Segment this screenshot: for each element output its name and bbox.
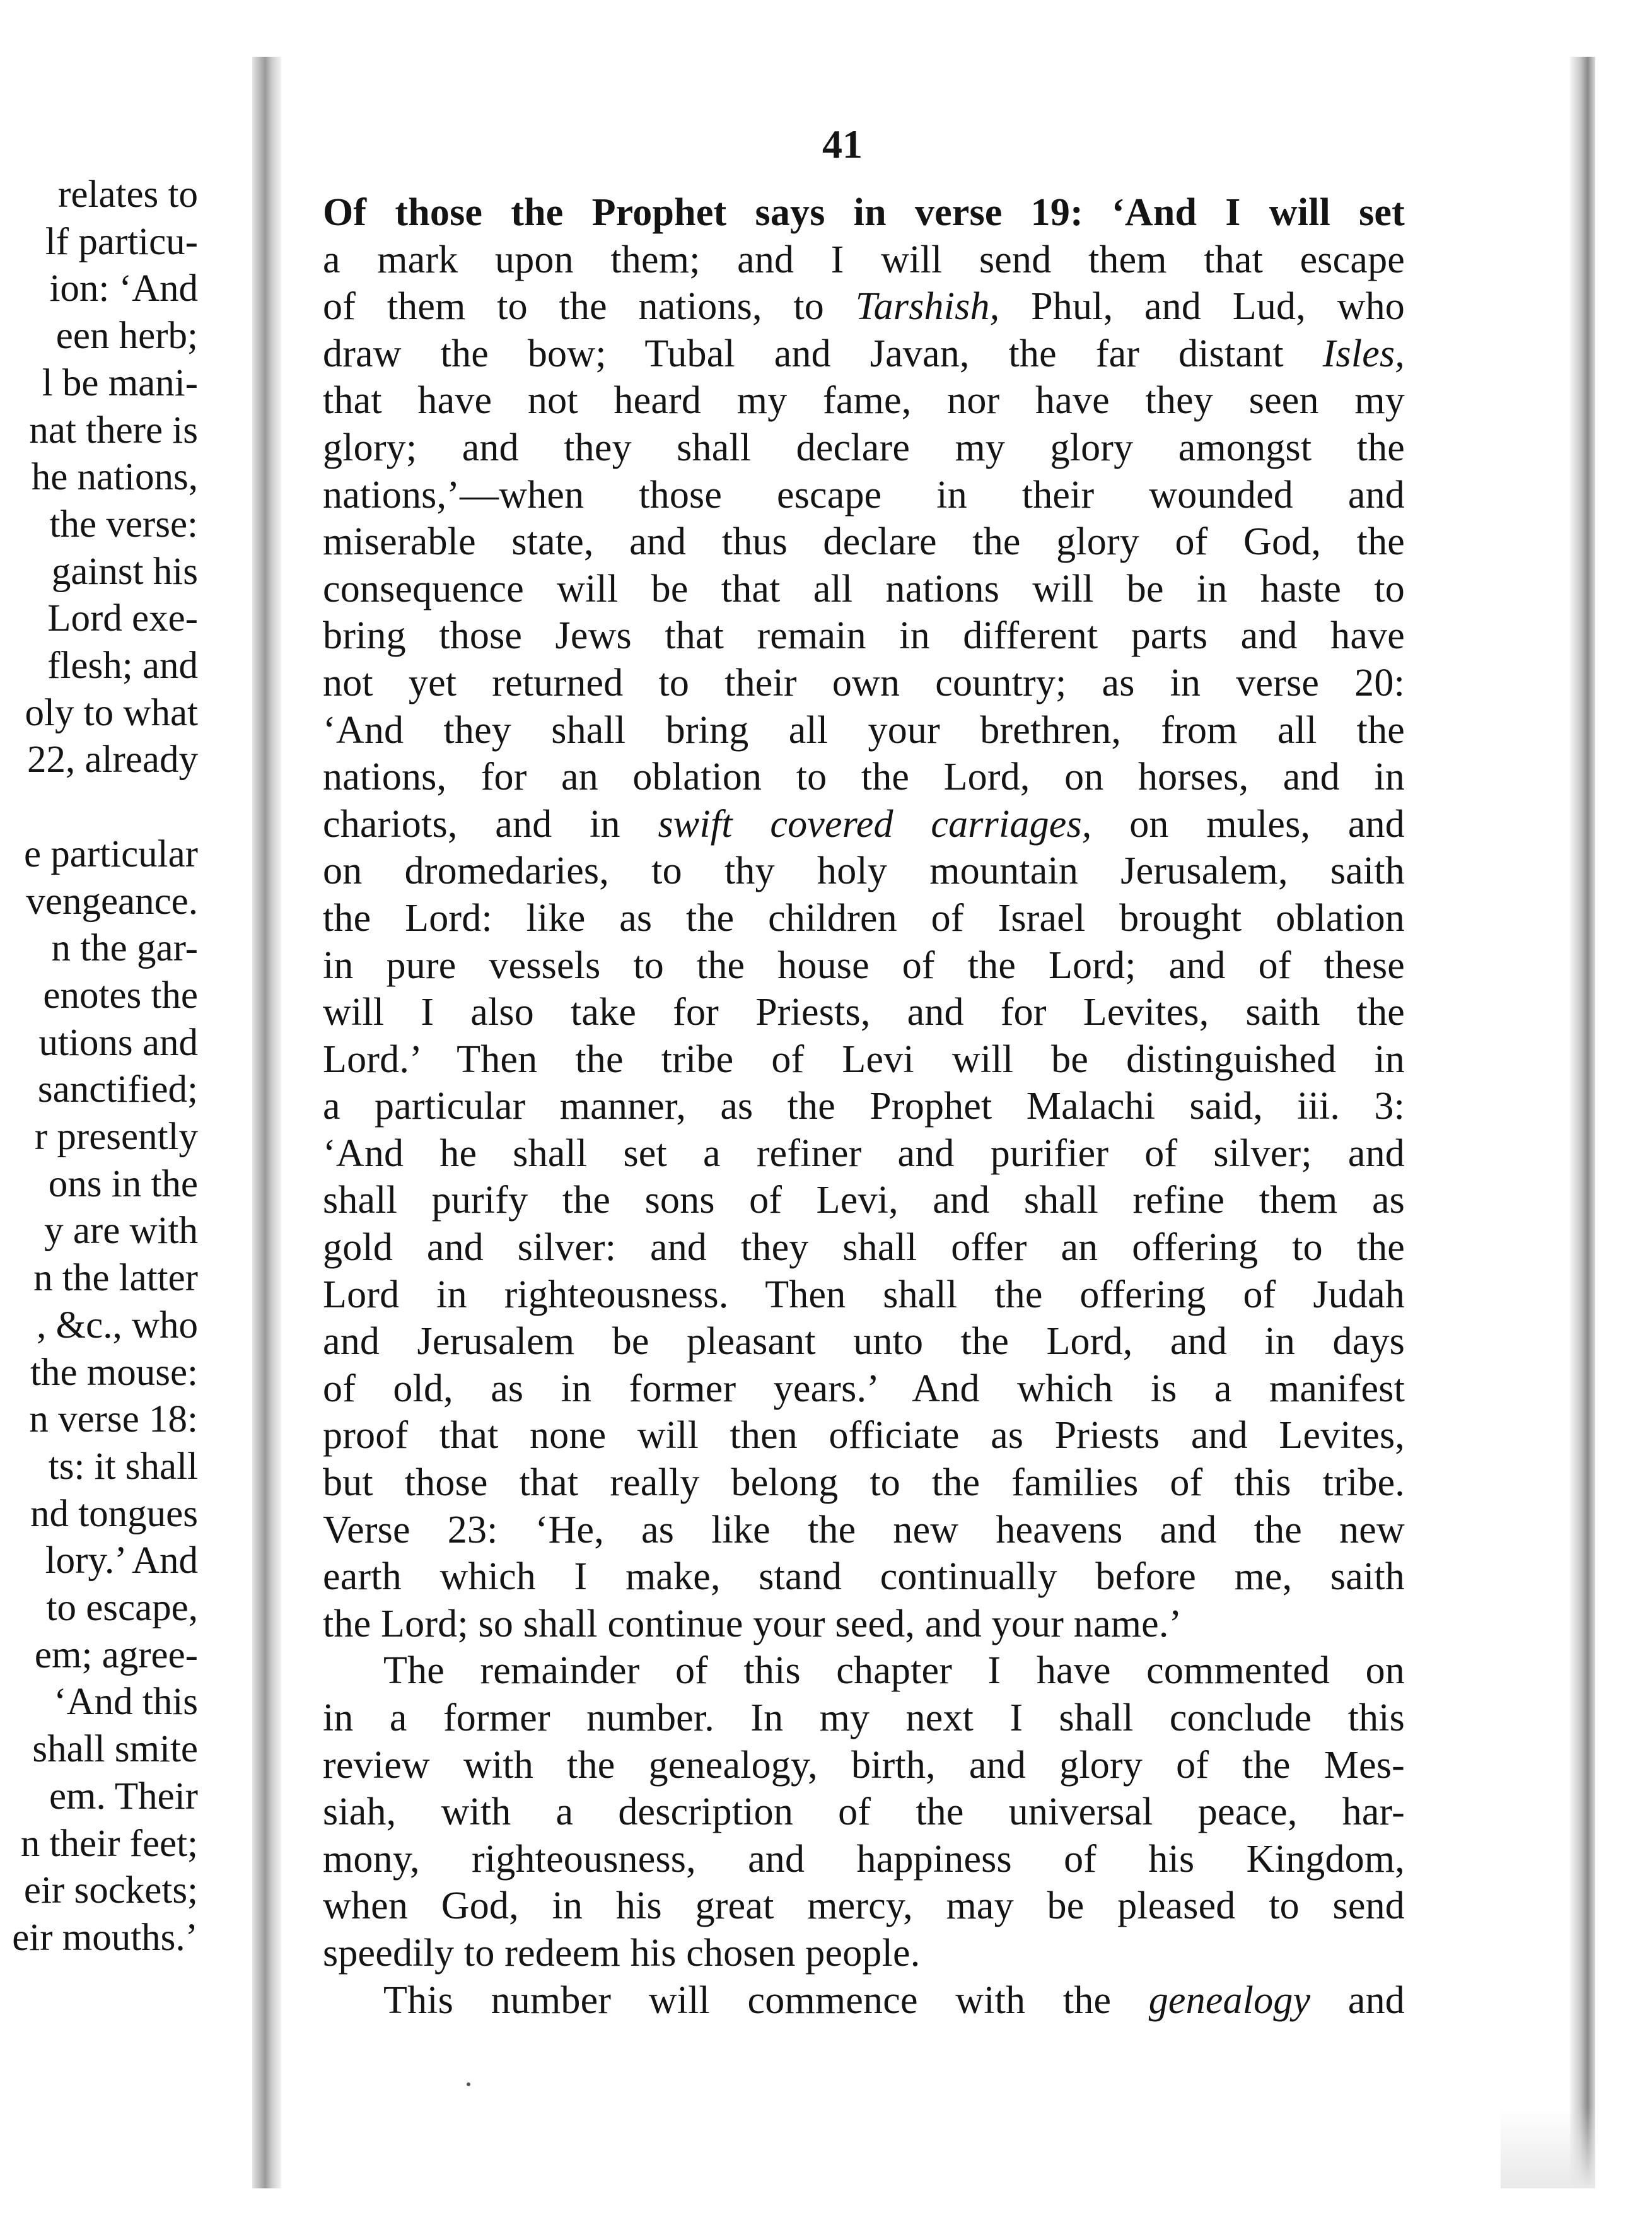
left-page-line: shall smite bbox=[32, 1728, 198, 1771]
left-page-line: n the latter bbox=[33, 1257, 198, 1300]
text-line bbox=[323, 848, 1405, 895]
left-page-line: 22, already bbox=[27, 738, 198, 781]
text-run: in pure vessels to the house of the Lord; and of these bbox=[323, 943, 1405, 987]
left-page-line: lory.’ And bbox=[45, 1539, 198, 1582]
text-line bbox=[323, 707, 1405, 754]
left-page-line: lf particu- bbox=[45, 220, 198, 263]
left-page-line: n the gar- bbox=[51, 927, 198, 970]
text-run: speedily to redeem his chosen people. bbox=[323, 1931, 921, 1975]
left-page-line: gainst his bbox=[51, 550, 198, 593]
left-page-line: , &c., who bbox=[37, 1304, 198, 1346]
text-run: Of those the Prophet says in verse 19: ‘And I will set bbox=[323, 191, 1405, 234]
left-page-line: ons in the bbox=[48, 1162, 198, 1205]
text-run: glory; and they shall declare my glory amongst the bbox=[323, 426, 1405, 469]
left-page-line: ts: it shall bbox=[48, 1445, 198, 1488]
left-page-line: sanctified; bbox=[37, 1068, 198, 1111]
left-page-line: n verse 18: bbox=[29, 1398, 198, 1441]
left-page-line: enotes the bbox=[43, 974, 198, 1017]
left-page-line: Lord exe- bbox=[47, 597, 198, 640]
text-line bbox=[323, 1553, 1405, 1601]
text-run: consequence will be that all nations will be in haste to bbox=[323, 567, 1405, 610]
text-run: a mark upon them; and I will send them that escape bbox=[323, 238, 1405, 281]
text-run: mony, righteousness, and happiness of his Kingdom, bbox=[323, 1837, 1405, 1881]
text-run: Phul, and Lud, who bbox=[999, 285, 1405, 329]
left-page-line: n their feet; bbox=[20, 1822, 198, 1865]
text-run: ‘And they shall bring all your brethren, from all the bbox=[323, 708, 1405, 752]
text-line bbox=[323, 1647, 1405, 1695]
text-line bbox=[323, 189, 1405, 236]
text-run: nations, for an oblation to the Lord, on horses, and in bbox=[323, 756, 1405, 799]
left-page-line: to escape, bbox=[46, 1587, 198, 1629]
text-line bbox=[323, 424, 1405, 472]
left-page-line: em. Their bbox=[49, 1775, 198, 1818]
left-page-line: vengeance. bbox=[26, 880, 198, 923]
italic-run: Tarshish, bbox=[855, 285, 1000, 329]
left-page-line: the verse: bbox=[49, 503, 198, 546]
text-line bbox=[323, 1083, 1405, 1130]
text-run: ‘And he shall set a refiner and purifier of silver; and bbox=[323, 1131, 1405, 1175]
left-page-line: oly to what bbox=[25, 691, 198, 734]
text-line bbox=[323, 1836, 1405, 1883]
text-line bbox=[323, 236, 1405, 284]
text-run: earth which I make, stand continually before me, saith bbox=[323, 1555, 1405, 1599]
left-page-line: the mouse: bbox=[30, 1351, 198, 1394]
text-line bbox=[323, 1224, 1405, 1271]
text-run: the Lord: like as the children of Israel brought oblation bbox=[323, 896, 1405, 940]
left-page-line: eir mouths.’ bbox=[12, 1916, 198, 1959]
text-line bbox=[323, 518, 1405, 566]
previous-page-fragment bbox=[0, 44, 252, 2182]
left-page-line: utions and bbox=[38, 1021, 198, 1064]
text-run: proof that none will then officiate as Priests and Levites, bbox=[323, 1414, 1405, 1457]
text-line bbox=[323, 989, 1405, 1036]
text-line bbox=[323, 377, 1405, 424]
text-line bbox=[323, 660, 1405, 707]
text-run: in a former number. In my next I shall conclude this bbox=[323, 1696, 1405, 1739]
left-page-line: r presently bbox=[34, 1116, 198, 1158]
text-run: draw the bow; Tubal and Javan, the far distant bbox=[323, 332, 1323, 375]
left-page-line: een herb; bbox=[55, 315, 198, 358]
text-line bbox=[323, 1177, 1405, 1224]
text-run: not yet returned to their own country; as in verse 20: bbox=[323, 661, 1405, 704]
text-run: miserable state, and thus declare the glory of God, the bbox=[323, 520, 1405, 564]
text-run: review with the genealogy, birth, and glory of the Mes- bbox=[323, 1743, 1405, 1787]
italic-run: Isles, bbox=[1322, 332, 1405, 375]
text-run: will I also take for Priests, and for Levites, saith the bbox=[323, 991, 1405, 1034]
text-run: of them to the nations, to bbox=[323, 285, 856, 329]
text-line bbox=[323, 1318, 1405, 1365]
text-run: Verse 23: ‘He, as like the new heavens and the new bbox=[323, 1508, 1405, 1551]
text-run: that have not heard my fame, nor have they seen my bbox=[323, 379, 1405, 423]
text-run: Lord in righteousness. Then shall the offering of Judah bbox=[323, 1273, 1405, 1316]
text-line bbox=[323, 283, 1405, 330]
italic-run: genealogy bbox=[1148, 1978, 1311, 2022]
text-line bbox=[323, 1977, 1405, 2024]
left-page-line: nat there is bbox=[29, 409, 198, 452]
left-page-line: l be mani- bbox=[42, 361, 198, 404]
text-run: chariots, and in bbox=[323, 802, 658, 846]
text-run: a particular manner, as the Prophet Malachi said, iii. 3: bbox=[323, 1085, 1405, 1128]
text-run: and Jerusalem be pleasant unto the Lord, and in days bbox=[323, 1320, 1405, 1363]
text-run: when God, in his great mercy, may be pleased to send bbox=[323, 1884, 1405, 1928]
text-run: on dromedaries, to thy holy mountain Jerusalem, saith bbox=[323, 849, 1405, 893]
text-run: and bbox=[1310, 1978, 1405, 2022]
left-page-line: ion: ‘And bbox=[49, 267, 198, 310]
text-line bbox=[323, 612, 1405, 660]
left-page-line: he nations, bbox=[31, 456, 198, 499]
left-page-line: ‘And this bbox=[54, 1681, 198, 1724]
page-edge bbox=[1570, 57, 1595, 2188]
text-run: This number will commence with the bbox=[383, 1978, 1149, 2022]
text-run: the Lord; so shall continue your seed, and your name.’ bbox=[323, 1602, 1182, 1645]
left-page-line: relates to bbox=[58, 173, 198, 216]
text-line bbox=[323, 801, 1405, 848]
text-line bbox=[323, 1695, 1405, 1742]
text-run: The remainder of this chapter I have commented on bbox=[383, 1649, 1405, 1693]
text-run: of old, as in former years.’ And which is a manifest bbox=[323, 1367, 1405, 1410]
text-run: siah, with a description of the universal peace, har- bbox=[323, 1790, 1405, 1834]
text-line bbox=[323, 754, 1405, 801]
text-line bbox=[323, 1930, 1405, 1977]
text-line bbox=[323, 1883, 1405, 1930]
text-line bbox=[323, 895, 1405, 942]
body-text bbox=[323, 189, 1405, 2024]
text-run: on mules, and bbox=[1091, 802, 1405, 846]
text-run: nations,’—when those escape in their wounded and bbox=[323, 473, 1405, 517]
text-line bbox=[323, 1601, 1405, 1648]
book-gutter bbox=[252, 57, 281, 2188]
text-run: bring those Jews that remain in different parts and have bbox=[323, 614, 1405, 658]
text-line bbox=[323, 330, 1405, 378]
text-line bbox=[323, 1507, 1405, 1554]
page-edge-shadow bbox=[1501, 2106, 1595, 2188]
text-line bbox=[323, 472, 1405, 519]
left-page-line: e particular bbox=[23, 832, 198, 875]
page-number: 41 bbox=[822, 122, 863, 166]
left-page-line: y are with bbox=[44, 1210, 198, 1252]
italic-run: swift covered carriages, bbox=[658, 802, 1092, 846]
left-page-line: flesh; and bbox=[47, 645, 198, 687]
text-line bbox=[323, 1789, 1405, 1836]
text-line bbox=[323, 1036, 1405, 1083]
text-line bbox=[323, 1412, 1405, 1459]
text-run: gold and silver: and they shall offer an offering to the bbox=[323, 1226, 1405, 1270]
text-run: shall purify the sons of Levi, and shall refine them as bbox=[323, 1179, 1405, 1222]
left-page-line: nd tongues bbox=[30, 1492, 198, 1535]
text-line bbox=[323, 566, 1405, 613]
text-line bbox=[323, 1365, 1405, 1413]
text-line bbox=[323, 942, 1405, 989]
text-line bbox=[323, 1271, 1405, 1319]
left-page-line: em; agree- bbox=[34, 1633, 198, 1676]
print-speck bbox=[467, 2082, 470, 2086]
left-page-line: eir sockets; bbox=[23, 1869, 198, 1912]
text-line bbox=[323, 1130, 1405, 1177]
text-line bbox=[323, 1459, 1405, 1507]
text-line bbox=[323, 1742, 1405, 1789]
text-run: but those that really belong to the families of this tribe. bbox=[323, 1461, 1405, 1505]
text-run: Lord.’ Then the tribe of Levi will be distinguished in bbox=[323, 1037, 1405, 1081]
